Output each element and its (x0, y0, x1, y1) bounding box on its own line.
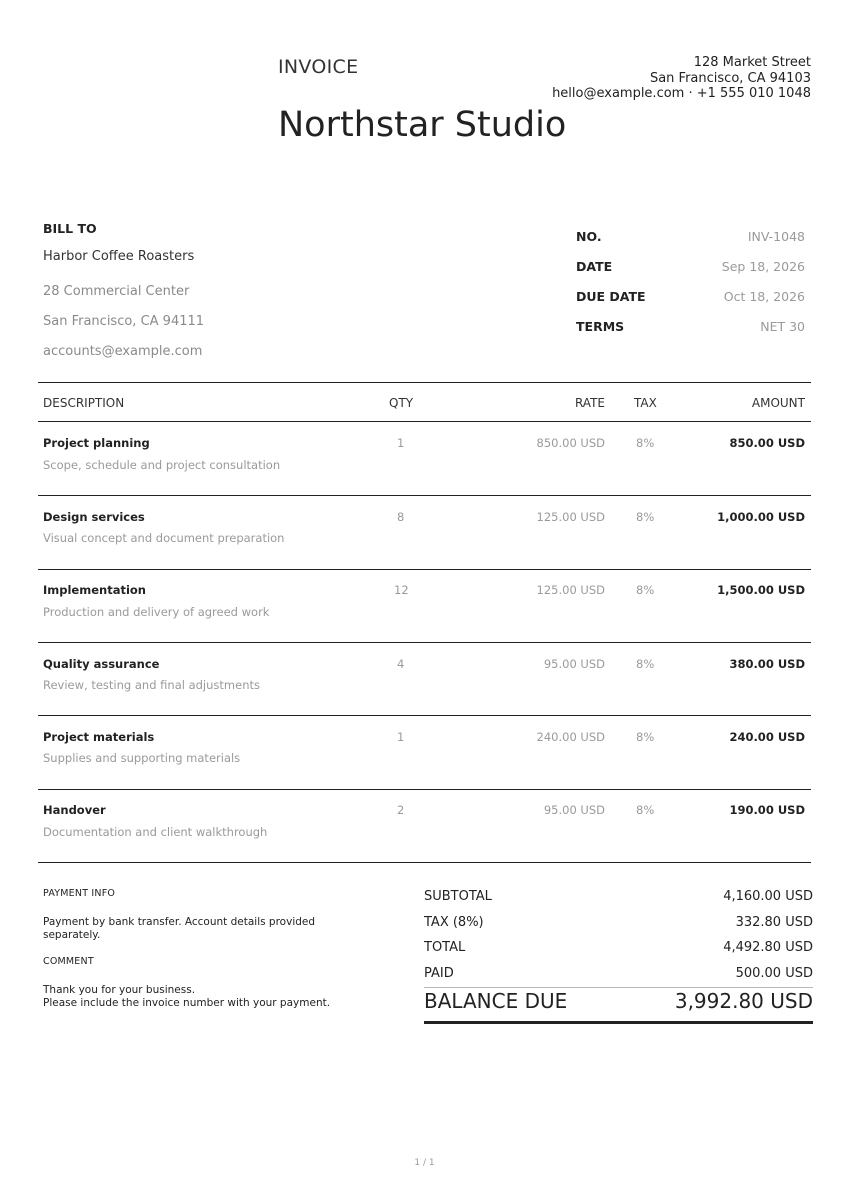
invoice-number-label: NO. (576, 229, 602, 244)
line-item-description: Production and delivery of agreed work (43, 605, 270, 619)
total-value: 4,492.80 USD (723, 940, 813, 955)
row-divider (38, 642, 811, 643)
tax-value: 332.80 USD (735, 915, 813, 930)
line-item-amount: 240.00 USD (729, 730, 805, 744)
line-item-description: Supplies and supporting materials (43, 751, 241, 765)
column-header-qty: QTY (389, 396, 414, 410)
paid-label: PAID (424, 966, 454, 981)
document-type-label: INVOICE (278, 56, 359, 78)
page-number: 1 / 1 (414, 1158, 435, 1168)
due-date-value: Oct 18, 2026 (723, 289, 805, 304)
line-item-rate: 95.00 USD (543, 803, 605, 817)
line-item-tax: 8% (636, 436, 655, 450)
line-item-rate: 850.00 USD (536, 436, 605, 450)
line-item-title: Quality assurance (43, 657, 160, 671)
client-name: Harbor Coffee Roasters (43, 249, 195, 264)
column-header-tax: TAX (634, 396, 657, 410)
line-item-amount: 1,500.00 USD (717, 583, 805, 597)
line-item-rate: 240.00 USD (536, 730, 605, 744)
line-item-amount: 380.00 USD (729, 657, 805, 671)
comment-line: Please include the invoice number with your payment. (43, 997, 331, 1009)
table-bottom-rule (38, 862, 811, 863)
comment-text (43, 984, 330, 1010)
row-divider (38, 569, 811, 570)
balance-top-rule (424, 987, 813, 988)
balance-due-label: BALANCE DUE (424, 989, 568, 1013)
line-item-qty: 1 (397, 436, 405, 450)
line-item-tax: 8% (636, 803, 655, 817)
line-item-description: Documentation and client walkthrough (43, 825, 268, 839)
line-item-title: Design services (43, 510, 145, 524)
invoice-date-value: Sep 18, 2026 (721, 259, 805, 274)
line-item-qty: 4 (397, 657, 405, 671)
line-item-tax: 8% (636, 583, 655, 597)
payment-info-heading: PAYMENT INFO (43, 888, 116, 899)
line-item-rate: 125.00 USD (536, 583, 605, 597)
comment-line: Thank you for your business. (43, 984, 196, 996)
line-item-rate: 125.00 USD (536, 510, 605, 524)
paid-value: 500.00 USD (735, 966, 813, 981)
line-item-description: Review, testing and final adjustments (43, 678, 260, 692)
subtotal-label: SUBTOTAL (424, 889, 492, 904)
line-item-tax: 8% (636, 510, 655, 524)
line-item-title: Implementation (43, 583, 146, 597)
line-item-description: Visual concept and document preparation (43, 531, 285, 545)
line-item-qty: 12 (394, 583, 409, 597)
balance-due-value: 3,992.80 USD (674, 989, 813, 1013)
row-divider (38, 715, 811, 716)
client-email: accounts@example.com (43, 344, 203, 359)
company-name: Northstar Studio (278, 105, 567, 145)
terms-label: TERMS (576, 319, 625, 334)
tax-label: TAX (8%) (424, 915, 484, 930)
due-date-label: DUE DATE (576, 289, 646, 304)
line-item-amount: 1,000.00 USD (717, 510, 805, 524)
terms-value: NET 30 (760, 319, 805, 334)
client-address-line2: San Francisco, CA 94111 (43, 314, 205, 329)
line-item-tax: 8% (636, 730, 655, 744)
column-header-amount: AMOUNT (751, 396, 805, 410)
address-street: 128 Market Street (693, 55, 811, 70)
line-item-tax: 8% (636, 657, 655, 671)
address-city: San Francisco, CA 94103 (649, 70, 811, 86)
invoice-number-value: INV-1048 (747, 229, 805, 244)
table-top-rule (38, 382, 811, 383)
line-item-rate: 95.00 USD (543, 657, 605, 671)
comment-heading: COMMENT (43, 956, 94, 967)
client-address-line1: 28 Commercial Center (43, 284, 190, 299)
line-item-title: Project materials (43, 730, 155, 744)
column-header-rate: RATE (574, 396, 605, 410)
table-header-rule (38, 421, 811, 422)
line-item-title: Handover (43, 803, 106, 817)
balance-bottom-rule (424, 1021, 813, 1024)
row-divider (38, 495, 811, 496)
line-item-qty: 2 (397, 803, 405, 817)
line-item-qty: 1 (397, 730, 405, 744)
subtotal-value: 4,160.00 USD (723, 889, 813, 904)
row-divider (38, 789, 811, 790)
bill-to-heading: BILL TO (43, 221, 97, 236)
line-item-amount: 190.00 USD (729, 803, 805, 817)
payment-info-text: Payment by bank transfer. Account details provided separately. (43, 916, 316, 941)
column-header-description: DESCRIPTION (43, 396, 125, 410)
company-contact: hello@example.com · +1 555 010 1048 (552, 86, 811, 101)
invoice-date-label: DATE (576, 259, 613, 274)
line-item-title: Project planning (43, 436, 150, 450)
line-item-qty: 8 (397, 510, 405, 524)
line-item-description: Scope, schedule and project consultation (43, 458, 281, 472)
total-label: TOTAL (424, 940, 466, 955)
line-item-amount: 850.00 USD (729, 436, 805, 450)
company-address (552, 55, 811, 102)
